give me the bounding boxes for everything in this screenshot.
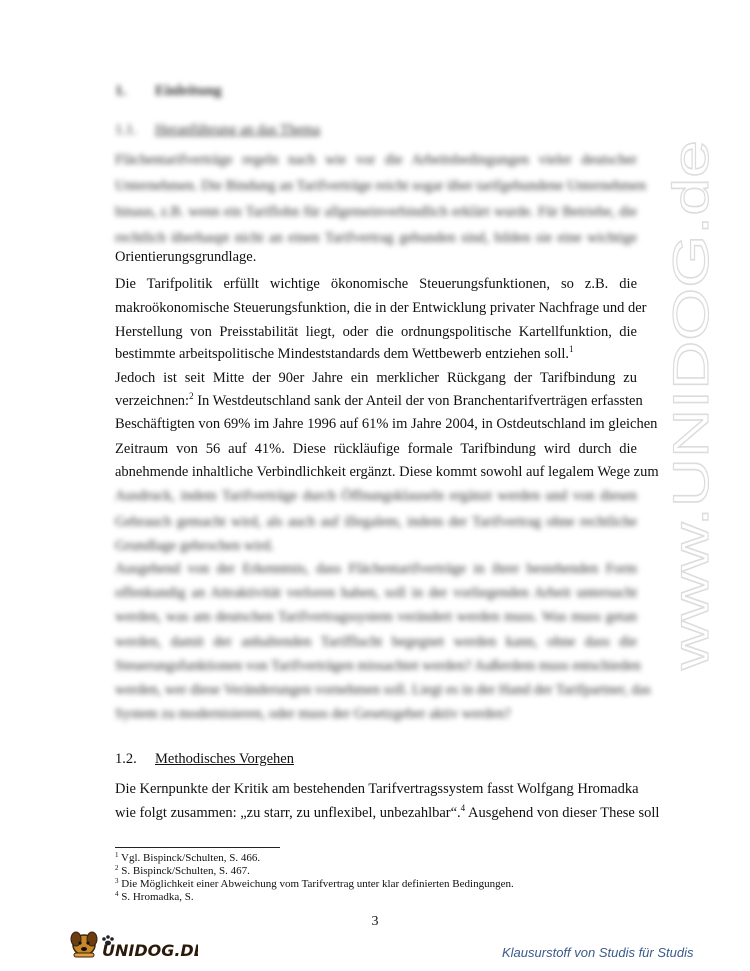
paragraph-line: verzeichnen:$^2$ In Westdeutschland sank der Anteil der von Branchentarifverträgen erfassten (115, 391, 643, 409)
paragraph-line: Die Tarifpolitik erfüllt wichtige ökonomische Steuerungsfunktionen, so z.B. die (115, 276, 637, 292)
section-heading-1-1: 1.1. Heranführung an das Thema (115, 122, 321, 138)
paragraph-line: System zu modernisieren, oder muss der Gesetzgeber aktiv werden? (115, 706, 511, 722)
page-number: 3 (371, 914, 379, 929)
paragraph-line: abnehmende inhaltliche Verbindlichkeit ergänzt. Diese kommt sowohl auf legalem Wege zum (115, 464, 659, 480)
paragraph-line: Unternehmen. Die Bindung an Tarifverträge reicht sogar über tarifgebundene Unternehmen (115, 178, 646, 194)
paragraph-line: Grundlage gebrochen wird. (115, 538, 275, 554)
dog-icon (68, 925, 198, 961)
paragraph-line: Die Kernpunkte der Kritik am bestehenden Tarifvertragssystem fasst Wolfgang Hromadka (115, 781, 639, 797)
footer-tagline: Klausurstoff von Studis für Studis (502, 945, 694, 960)
footnote-divider (115, 847, 280, 848)
paragraph-line: offenkundig an Attraktivität verloren haben, soll in der vorliegenden Arbeit untersucht (115, 585, 637, 601)
paragraph-line: wie folgt zusammen: „zu starr, zu unflexibel, unbezahlbar“.$^4$ Ausgehend von dieser These soll (115, 803, 660, 821)
footnote-ref: 4 (460, 803, 466, 813)
paragraph-line: bestimmte arbeitspolitische Mindeststandards dem Wettbewerb entziehen soll.$^1$ (115, 344, 574, 362)
paragraph-line: Orientierungsgrundlage. (115, 249, 257, 265)
footnote: $^4$ S. Hromadka, S. (115, 890, 194, 903)
unidog-logo[interactable] (68, 925, 198, 961)
watermark (648, 130, 728, 690)
footnote-ref: 1 (569, 344, 574, 354)
svg-text:UNIDOG.DE: UNIDOG.DE (102, 941, 198, 960)
section-heading-1-2: 1.2. Methodisches Vorgehen (115, 751, 294, 767)
section-heading-1: 1. Einleitung (115, 83, 222, 99)
paragraph-line: Gebrauch gemacht wird, als auch auf illegalem, indem der Tarifvertrag ohne rechtliche (115, 514, 637, 530)
paragraph-line: Steuerungsfunktionen von Tarifverträgen missachtet werden? Außerdem muss entschieden (115, 658, 641, 674)
paragraph-line: werden, wer diese Veränderungen vornehmen soll. Liegt es in der Hand der Tarifpartner, das (115, 682, 651, 698)
paragraph-line: rechtlich überhaupt nicht an einen Tarifvertrag gebunden sind, bilden sie eine wichtige (115, 230, 637, 246)
paragraph-line: werden, damit der anhaltenden Tarifflucht begegnet werden kann, ohne dass die (115, 634, 637, 650)
svg-text:www.UNIDOG.de: www.UNIDOG.de (663, 281, 719, 670)
paragraph-line: Herstellung von Preisstabilität liegt, oder die ordnungspolitische Kartellfunktion, die (115, 324, 637, 340)
footnote: $^3$ Die Möglichkeit einer Abweichung vom Tarifvertrag unter klar definierten Bedingungen. (115, 877, 514, 890)
paragraph-line: Beschäftigten von 69% im Jahre 1996 auf 61% im Jahre 2004, in Ostdeutschland im gleichen (115, 416, 658, 432)
paragraph-line: Jedoch ist seit Mitte der 90er Jahre ein merklicher Rückgang der Tarifbindung zu (115, 370, 637, 386)
paragraph-line: Ausgehend von der Erkenntnis, dass Flächentarifverträge in ihrer bestehenden Form (115, 561, 637, 577)
footnote: $^1$ Vgl. Bispinck/Schulten, S. 466. (115, 851, 261, 864)
paragraph-line: Zeitraum von 56 auf 41%. Diese rückläufige formale Tarifbindung wird durch die (115, 441, 637, 457)
paragraph-line: Flächentarifverträge regeln nach wie vor die Arbeitsbedingungen vieler deutscher (115, 152, 637, 168)
footnote-ref: 2 (189, 391, 194, 401)
paragraph-line: makroökonomische Steuerungsfunktion, die in der Entwicklung privater Nachfrage und der (115, 300, 647, 316)
paragraph-line: werden, was am deutschen Tarifvertragssystem verändert werden muss. Was muss getan (115, 609, 637, 625)
paragraph-line: Ausdruck, indem Tarifverträge durch Öffnungsklauseln ergänzt werden und von diesen (115, 488, 637, 504)
footnote: $^2$ S. Bispinck/Schulten, S. 467. (115, 864, 250, 877)
paragraph-line: hinaus, z.B. wenn ein Tariflohn für allgemeinverbindlich erklärt wurde. Für Betriebe, die (115, 204, 637, 220)
